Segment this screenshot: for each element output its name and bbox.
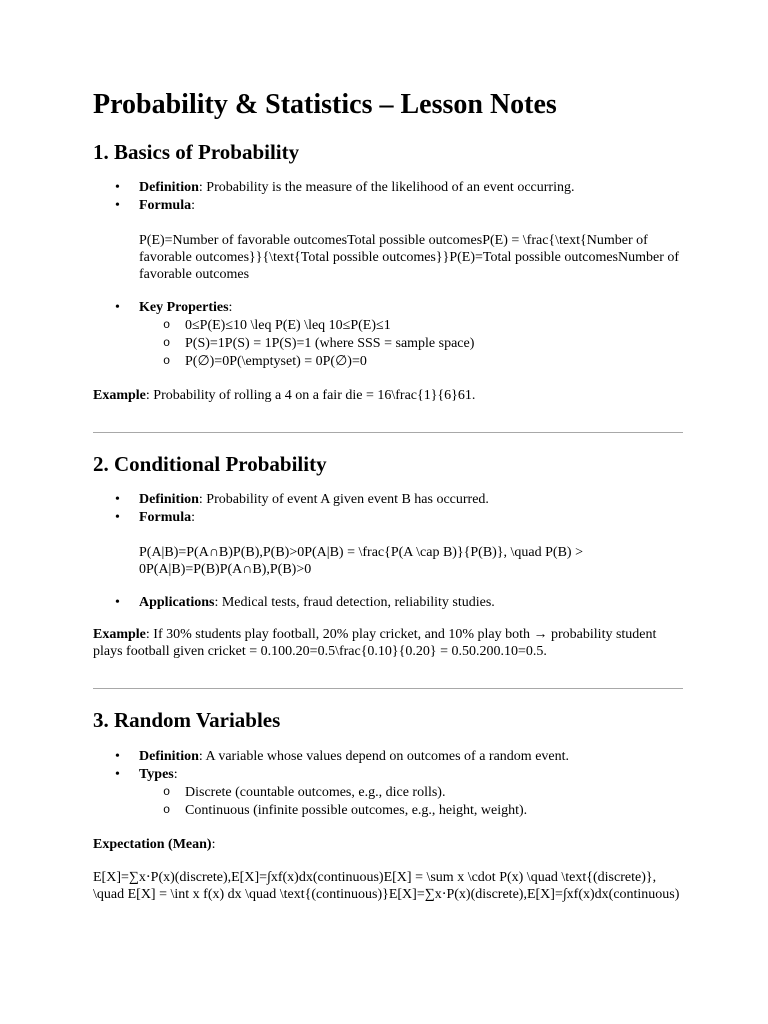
s3-types-label: Types bbox=[139, 767, 174, 782]
s3-definition-label: Definition bbox=[139, 749, 199, 764]
section-1-heading: 1. Basics of Probability bbox=[93, 140, 300, 164]
s1-properties-label: Key Properties bbox=[139, 300, 229, 315]
s1-properties-colon: : bbox=[228, 300, 233, 315]
s1-formula-label: Formula bbox=[139, 198, 192, 213]
s1-example-label: Example bbox=[93, 388, 146, 403]
page-title: Probability & Statistics – Lesson Notes bbox=[93, 89, 557, 120]
s3-definition-text: : A variable whose values depend on outcomes of a random event. bbox=[198, 749, 570, 764]
document-content bbox=[93, 86, 683, 903]
s1-formula-text: P(E)=Number of favorable outcomesTotal possible outcomesP(E) = \frac{\text{Number of favorable outcomes}}{\text{Total possible outcomes}}P(E)=Total possible outcomesNumber of favorable outcomes bbox=[139, 233, 680, 282]
s1-formula-item bbox=[93, 197, 683, 215]
s3-types-sublist bbox=[93, 784, 683, 820]
s3-expectation-colon: : bbox=[211, 837, 216, 852]
s2-example bbox=[93, 626, 683, 660]
s1-definition-label: Definition bbox=[139, 180, 199, 195]
s1-property-item: o P(S)=1P(S) = 1P(S)=1 (where SSS = sample space) bbox=[93, 335, 683, 353]
s2-formula-item bbox=[93, 509, 683, 527]
s3-types-item bbox=[93, 766, 683, 784]
s2-formula-text: P(A|B)=P(A∩B)P(B),P(B)>0P(A|B) = \frac{P(A \cap B)}{P(B)}, \quad P(B) > 0P(A|B)=P(B)P(A∩B),P(B)>0 bbox=[139, 545, 583, 577]
s2-definition-text: : Probability of event A given event B has occurred. bbox=[198, 492, 489, 507]
s1-example-text: : Probability of rolling a 4 on a fair die = 16\frac{1}{6}61. bbox=[145, 388, 476, 403]
s1-properties-sublist bbox=[93, 317, 683, 371]
s3-expectation-heading bbox=[93, 836, 683, 853]
s2-formula-colon: : bbox=[191, 510, 195, 525]
section-2-list bbox=[93, 491, 683, 527]
section-2-heading: 2. Conditional Probability bbox=[93, 452, 327, 476]
section-3-heading: 3. Random Variables bbox=[93, 708, 281, 732]
s2-formula-label: Formula bbox=[139, 510, 192, 525]
s2-definition-label: Definition bbox=[139, 492, 199, 507]
section-2-list-2 bbox=[93, 594, 683, 612]
s2-applications-text: : Medical tests, fraud detection, reliability studies. bbox=[214, 595, 495, 610]
s1-definition-item bbox=[93, 179, 683, 197]
s3-expectation-formula: E[X]=∑x⋅P(x)(discrete),E[X]=∫xf(x)dx(continuous)E[X] = \sum x \cdot P(x) \quad \text{(discrete)}, \quad E[X] = \int x f(x) dx \quad \text{(continuous)}E[X]=∑x⋅P(x)(discrete),E[X]=∫xf(x)dx(continuous) bbox=[93, 870, 680, 902]
s1-property-item: o 0≤P(E)≤10 \leq P(E) \leq 10≤P(E)≤1 bbox=[93, 317, 683, 335]
s1-example bbox=[93, 387, 683, 404]
s3-type-item: o Continuous (infinite possible outcomes, e.g., height, weight). bbox=[93, 802, 683, 820]
s3-type-item: o Discrete (countable outcomes, e.g., dice rolls). bbox=[93, 784, 683, 802]
section-divider bbox=[93, 432, 683, 433]
s3-types-colon: : bbox=[173, 767, 178, 782]
s1-formula-colon: : bbox=[191, 198, 195, 213]
section-1-list bbox=[93, 179, 683, 215]
s1-property-item: o P(∅)=0P(\emptyset) = 0P(∅)=0 bbox=[93, 353, 683, 371]
s1-definition-text: : Probability is the measure of the likelihood of an event occurring. bbox=[198, 180, 575, 195]
s2-applications-label: Applications bbox=[139, 595, 215, 610]
s2-example-text: : If 30% students play football, 20% play cricket, and 10% play both → probability student plays football given cricket = 0.100.20=0.5\frac{0.10}{0.20} = 0.50.200.10=0.5. bbox=[93, 627, 657, 659]
s2-applications-item bbox=[93, 594, 683, 612]
s3-definition-item bbox=[93, 748, 683, 766]
s2-definition-item bbox=[93, 491, 683, 509]
s2-example-label: Example bbox=[93, 627, 146, 642]
section-1-list-2 bbox=[93, 299, 683, 317]
s3-expectation-label: Expectation (Mean) bbox=[93, 837, 212, 852]
section-divider bbox=[93, 688, 683, 689]
section-3-list bbox=[93, 748, 683, 784]
s1-properties-item bbox=[93, 299, 683, 317]
